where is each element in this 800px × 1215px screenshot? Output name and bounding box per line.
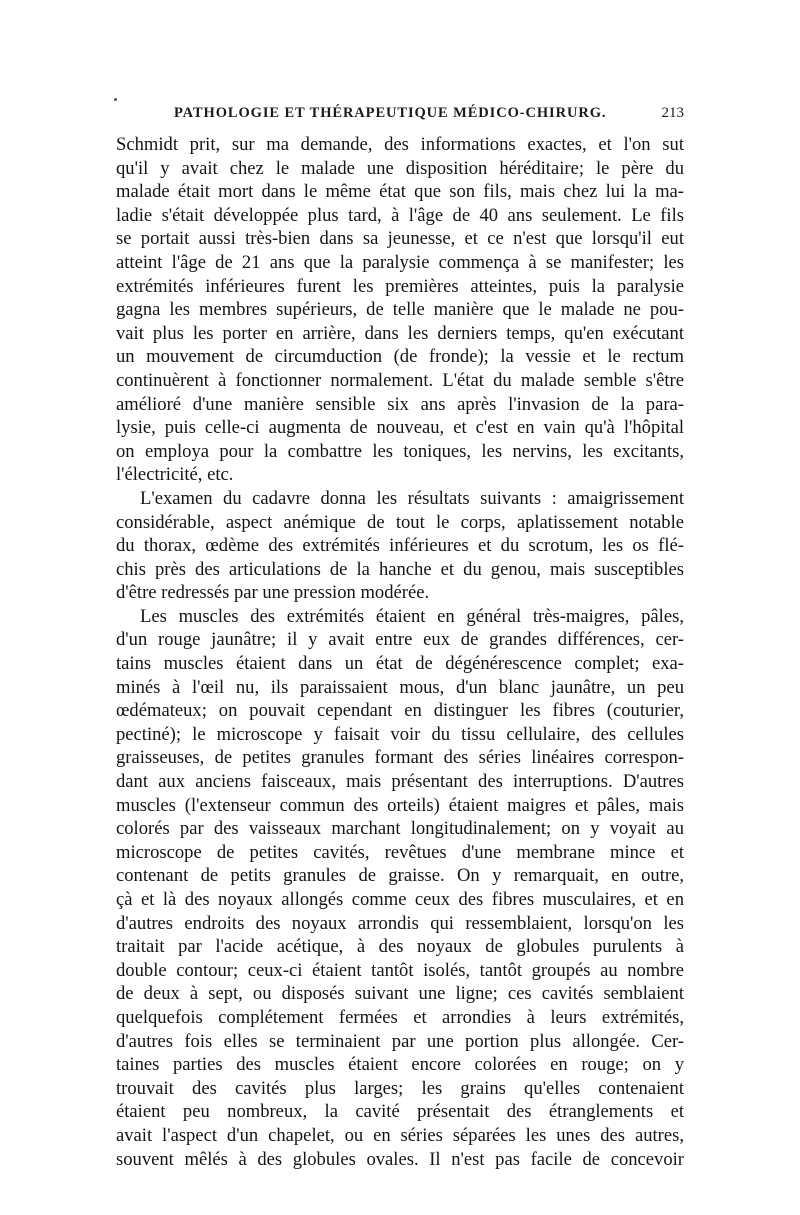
paragraph-1 [116, 133, 684, 487]
text-line: extrémités inférieures furent les premières atteintes, puis la paralysie [116, 275, 684, 297]
text-line: amélioré d'une manière sensible six ans après l'invasion de la para- [116, 393, 684, 415]
text-line: dant aux anciens faisceaux, mais présentant des interruptions. D'autres [116, 771, 684, 793]
paragraph-3 [116, 605, 684, 1171]
text-line: on employa pour la combattre les toniques, les nervins, les excitants, [116, 440, 684, 462]
text-line: pectiné); le microscope y faisait voir du tissu cellulaire, des cellules [116, 723, 684, 745]
text-line: étaient peu nombreux, la cavité présentait des étranglements et [116, 1101, 684, 1123]
text-line: continuèrent à fonctionner normalement. L'état du malade semble s'être [116, 369, 684, 391]
text-line: graisseuses, de petites granules formant des séries linéaires correspon- [116, 747, 684, 769]
text-line: minés à l'œil nu, ils paraissaient mous, d'un blanc jaunâtre, un peu [116, 676, 684, 698]
text-line: colorés par des vaisseaux marchant longitudinalement; on y voyait au [116, 818, 684, 840]
body-text [116, 133, 684, 1171]
text-line: tains muscles étaient dans un état de dégénérescence complet; exa- [116, 653, 684, 675]
text-line: du thorax, œdème des extrémités inférieures et du scrotum, les os flé- [116, 535, 684, 557]
text-line: double contour; ceux-ci étaient tantôt isolés, tantôt groupés au nombre [116, 959, 684, 981]
text-line: taines parties des muscles étaient encore colorées en rouge; on y [116, 1054, 684, 1076]
text-line: se portait aussi très-bien dans sa jeunesse, et ce n'est que lorsqu'il eut [116, 228, 684, 250]
text-line: Les muscles des extrémités étaient en général très-maigres, pâles, [140, 605, 684, 627]
paragraph-2 [116, 487, 684, 605]
text-line: trouvait des cavités plus larges; les grains qu'elles contenaient [116, 1077, 684, 1099]
text-line: muscles (l'extenseur commun des orteils) étaient maigres et pâles, mais [116, 794, 684, 816]
text-line: souvent mêlés à des globules ovales. Il n'est pas facile de concevoir [116, 1148, 684, 1170]
text-line: lysie, puis celle-ci augmenta de nouveau, et c'est en vain qu'à l'hôpital [116, 417, 684, 439]
text-line: qu'il y avait chez le malade une disposition héréditaire; le père du [116, 157, 684, 179]
text-line: d'autres fois elles se terminaient par une portion plus allongée. Cer- [116, 1030, 684, 1052]
text-line: traitait par l'acide acétique, à des noyaux de globules purulents à [116, 936, 684, 958]
page-number: 213 [661, 105, 684, 121]
text-line: d'être redressés par une pression modérée. [116, 582, 430, 604]
text-line: avait l'aspect d'un chapelet, ou en séries séparées les unes des autres, [116, 1124, 684, 1146]
text-line: vait plus les porter en arrière, dans les derniers temps, qu'en exécutant [116, 322, 684, 344]
text-line: çà et là des noyaux allongés comme ceux des fibres musculaires, et en [116, 889, 684, 910]
text-line: ladie s'était développée plus tard, à l'âge de 40 ans seulement. Le fils [116, 204, 684, 226]
text-line: un mouvement de circumduction (de fronde); la vessie et le rectum [116, 346, 684, 368]
text-line: l'électricité, etc. [116, 464, 234, 486]
text-line: L'examen du cadavre donna les résultats suivants : amaigrissement [140, 487, 684, 509]
text-line: de deux à sept, ou disposés suivant une ligne; ces cavités semblaient [116, 983, 684, 1005]
text-line: œdémateux; on pouvait cependant en distinguer les fibres (couturier, [116, 700, 684, 722]
text-line: contenant de petits granules de graisse. On y remarquait, en outre, [116, 865, 684, 887]
text-line: d'autres endroits des noyaux arrondis qui ressemblaient, lorsqu'on les [116, 912, 684, 934]
text-line: Schmidt prit, sur ma demande, des informations exactes, et l'on sut [116, 134, 684, 155]
page-header [174, 105, 684, 127]
text-line: chis près des articulations de la hanche et du genou, mais susceptibles [116, 558, 684, 580]
text-line: atteint l'âge de 21 ans que la paralysie commença à se manifester; les [116, 251, 684, 273]
text-line: microscope de petites cavités, revêtues d'une membrane mince et [116, 841, 684, 863]
text-line: considérable, aspect anémique de tout le corps, aplatissement notable [116, 511, 684, 533]
text-line: d'un rouge jaunâtre; il y avait entre eux de grandes différences, cer- [116, 629, 684, 651]
text-line: quelquefois complétement fermées et arrondies à leurs extrémités, [116, 1006, 684, 1028]
running-title: PATHOLOGIE ET THÉRAPEUTIQUE MÉDICO-CHIRURG. [174, 105, 607, 121]
text-line: gagna les membres supérieurs, de telle manière que le malade ne pou- [116, 299, 684, 321]
ink-speck [114, 98, 117, 101]
text-line: malade était mort dans le même état que son fils, mais chez lui la ma- [116, 181, 684, 203]
